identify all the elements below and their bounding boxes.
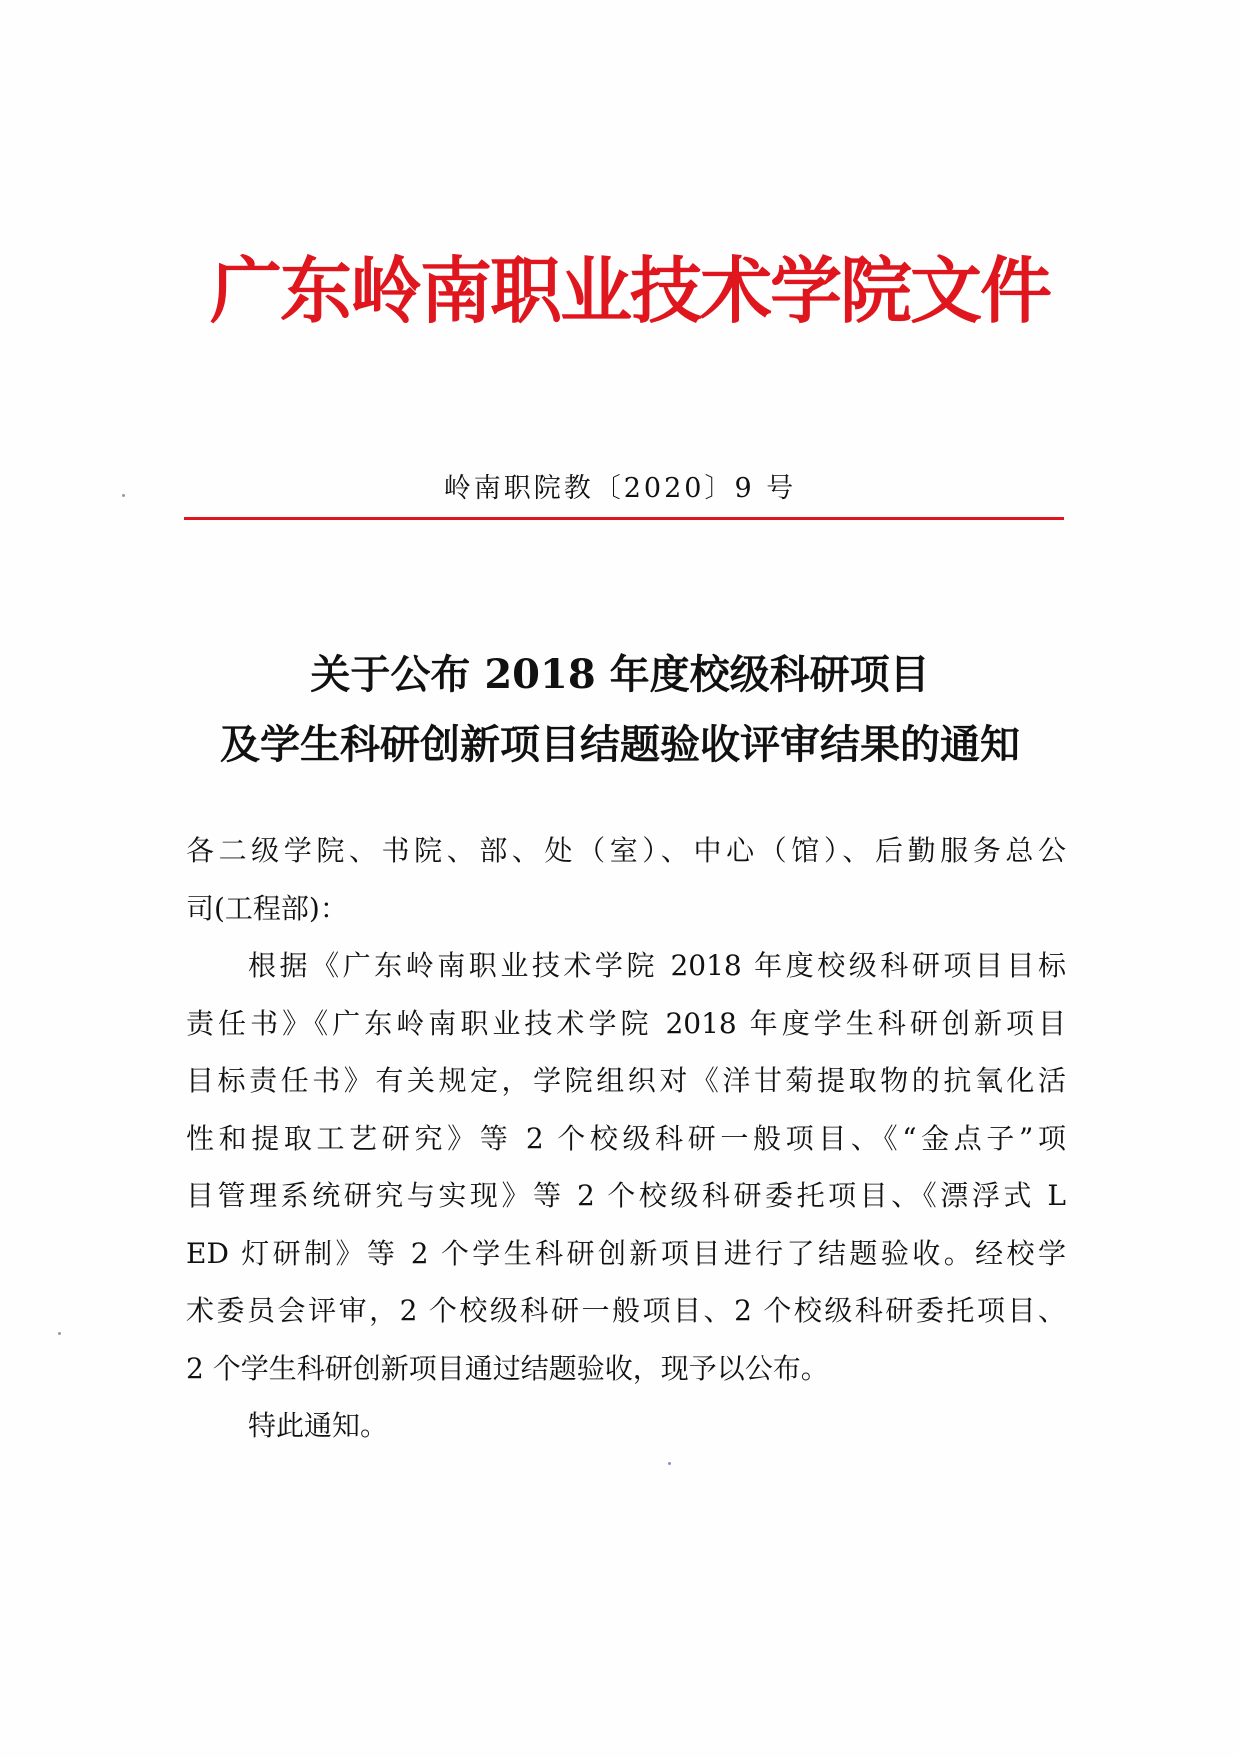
paragraph-line: 目管理系统研究与实现》等 2 个校级科研委托项目、《漂浮式 L [186, 1179, 1066, 1212]
paragraph-line: 责任书》《广东岭南职业技术学院 2018 年度学生科研创新项目 [186, 1006, 1066, 1040]
document-number: 岭南职院教〔2020〕9 号 [443, 473, 797, 504]
notice-title-line-1: 关于公布 2018 年度校级科研项目 [310, 651, 930, 698]
scan-speck [668, 1462, 671, 1465]
paragraph-line: 目标责任书》有关规定，学院组织对《洋甘菊提取物的抗氧化活 [186, 1064, 1066, 1097]
paragraph-line: 2 个学生科研创新项目通过结题验收，现予以公布。 [186, 1351, 829, 1385]
paragraph-line: ED 灯研制》等 2 个学生科研创新项目进行了结题验收。经校学 [186, 1236, 1066, 1270]
notice-body [186, 822, 1066, 1455]
paragraph-line: 性和提取工艺研究》等 2 个校级科研一般项目、《“金点子”项 [186, 1121, 1066, 1155]
notice-title-line-2: 及学生科研创新项目结题验收评审结果的通知 [220, 721, 1020, 768]
recipients-line-2: 司(工程部)： [186, 891, 348, 925]
notice-title [150, 640, 1090, 780]
closing-line: 特此通知。 [248, 1409, 389, 1442]
header-red-divider [184, 517, 1064, 520]
scan-speck [122, 494, 125, 497]
paragraph-line: 根据《广东岭南职业技术学院 2018 年度校级科研项目目标 [248, 949, 1066, 982]
paragraph-line: 术委员会评审，2 个校级科研一般项目、2 个校级科研委托项目、 [186, 1294, 1066, 1327]
scan-speck [58, 1332, 61, 1335]
recipients-line-1: 各二级学院、书院、部、处（室）、中心（馆）、后勤服务总公 [186, 834, 1066, 867]
institution-header-title: 广东岭南职业技术学院文件 [209, 248, 1050, 333]
